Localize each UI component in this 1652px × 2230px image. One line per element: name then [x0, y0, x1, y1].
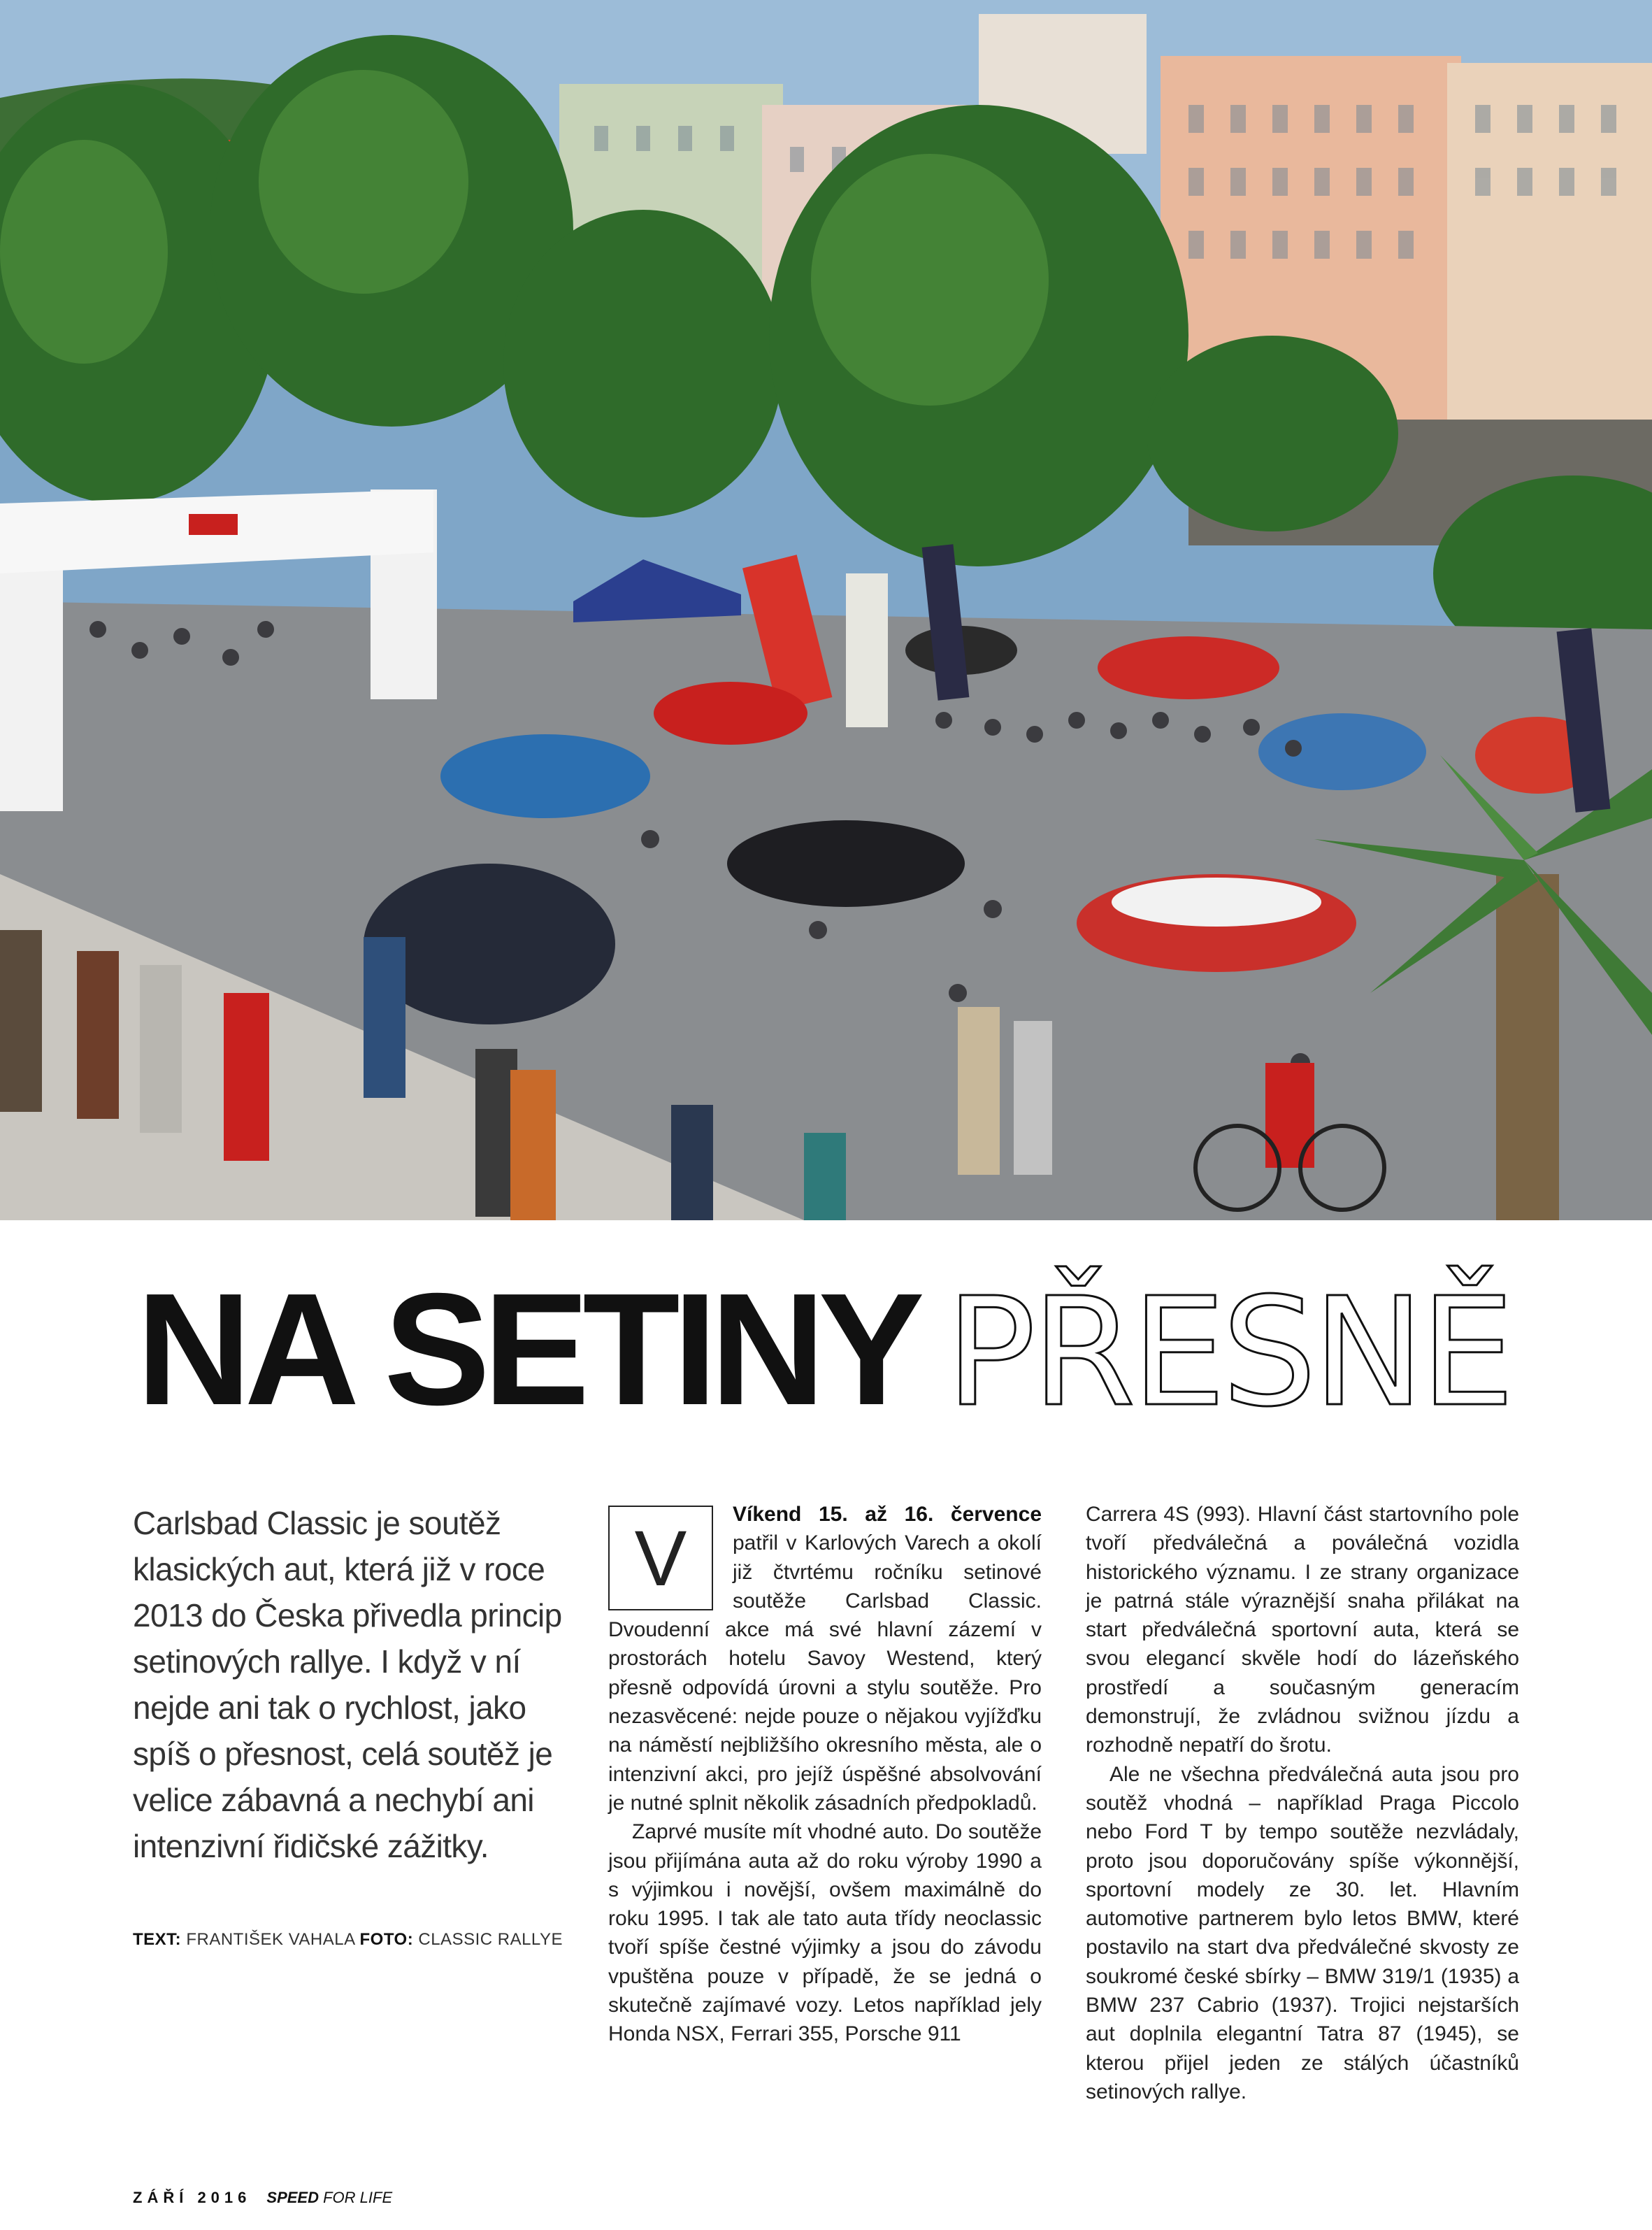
paragraph-4: Ale ne všechna předválečná auta jsou pro soutěž vhodná – například Praga Piccolo nebo Ford T by tempo soutěže nezvládaly, proto jsou doporučovány spíše výkonnější, sportovní modely ze 30. let. Hlavním automotive partnerem bylo letos BMW, které postavilo na start dva předválečné skvosty ze soukromé české sbírky – BMW 319/1 (1935) a BMW 237 Cabrio (1937). Trojici nejstarších aut doplnila elegantní Tatra 87 (1945), se kterou přijel jeden ze stálých účastníků setinových rallye. [1086, 1762, 1519, 2103]
paragraph-3: Carrera 4S (993). Hlavní část startovního pole tvoří předválečná a poválečná vozidla historického významu. I ze strany organizace je patrná stále výraznější snaha přilákat na start předválečná sportovní auta, která se svou elegancí skvěle hodí do lázeňského prostředí a současným generacím demonstrují, že zvládnou svižnou jízdu a rozhodně nepatří do šrotu. [1086, 1503, 1519, 1757]
magazine-tagline: FOR LIFE [323, 2189, 393, 2206]
credits-author: FRANTIŠEK VAHALA [186, 1930, 355, 1949]
paragraph-2: Zaprvé musíte mít vhodné auto. Do soutěže jsou přijímána auta až do roku výroby 1990 a s výjimkou i novější, ovšem maximálně do roku 1995. I tak ale tato auta třídy neoclassic tvoří spíše čestné výjimky a jsou do závodu vpuštěna pouze v případě, že se jedná o skutečně zajímavé vozy. Letos například jely Honda NSX, Ferrari 355, Porsche 911 [608, 1820, 1042, 2046]
advert-column [846, 573, 888, 727]
paragraph-1-text: patřil v Karlových Varech a okolí již čtvrtému ročníku setinové soutěže Carlsbad Classic. Dvoudenní akce má své hlavní zázemí v prostorách hotelu Savoy Westend, který přesně odpovídá úrovni a stylu soutěže. Pro nezasvěcené: nejde pouze o nějakou vyjížďku na náměstí nejbližšího okresního města, ale o intenzivní akci, pro jejíž úspěšné absolvování je nutné splnit několik zásadních předpokladů. [608, 1531, 1042, 1815]
credits-photo-source: CLASSIC RALLYE [418, 1930, 563, 1949]
headline-thin: PŘESNĚ [945, 1266, 1511, 1440]
credits-line [133, 1930, 622, 1950]
lede-bold: Víkend 15. až 16. července [733, 1503, 1042, 1526]
headline-bold: NA SETINY [136, 1261, 918, 1438]
body-column-2 [1086, 1500, 1519, 2106]
issue-date: ZÁŘÍ 2016 [133, 2189, 252, 2206]
dropcap: V [608, 1506, 713, 1610]
credits-photo-label: FOTO: [359, 1930, 414, 1949]
headline [136, 1255, 1511, 1444]
blue-tent [573, 559, 741, 622]
credits-text-label: TEXT: [133, 1930, 182, 1949]
lead-paragraph [133, 1500, 573, 1869]
lead-text: Carlsbad Classic je soutěž klasických aut, která již v roce 2013 do Česka přivedla princip setinových rallye. I když v ní nejde ani tak o rychlost, jako spíš o přesnost, celá soutěž je velice zábavná a nechybí ani intenzivní řidičské zážitky. [133, 1505, 562, 1864]
paragraph-1 [608, 1500, 1042, 1817]
magazine-brand: SPEED [266, 2189, 319, 2206]
page-footer [133, 2189, 392, 2207]
body-column-1 [608, 1500, 1042, 2049]
